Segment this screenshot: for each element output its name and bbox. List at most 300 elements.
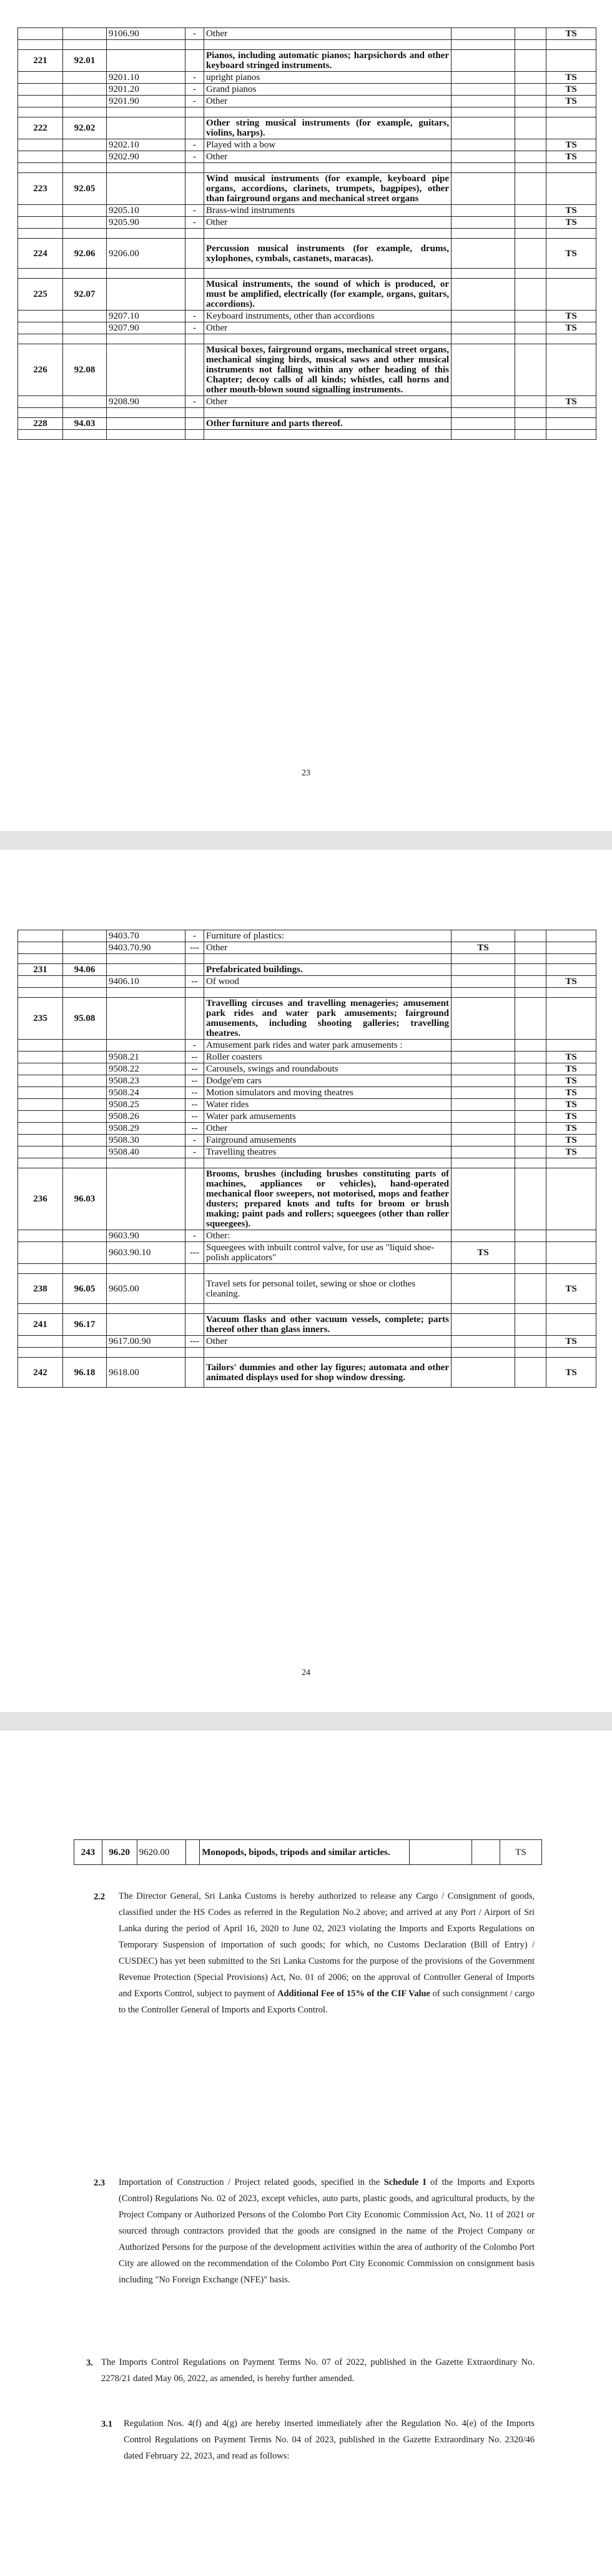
description: Motion simulators and moving theatres bbox=[204, 1087, 452, 1099]
empty-cell bbox=[546, 430, 596, 440]
empty-cell bbox=[452, 1274, 515, 1304]
description: Carousels, swings and roundabouts bbox=[204, 1063, 452, 1075]
empty-cell bbox=[63, 1063, 107, 1075]
empty-cell bbox=[18, 976, 63, 988]
hs-code bbox=[107, 279, 185, 311]
empty-cell bbox=[63, 976, 107, 988]
hs-code: 9508.22 bbox=[107, 1063, 185, 1075]
empty-cell bbox=[452, 279, 515, 311]
spacer-row bbox=[18, 1348, 596, 1358]
ts-flag: TS bbox=[546, 1099, 596, 1111]
subheading-row bbox=[18, 205, 596, 217]
empty-cell bbox=[63, 430, 107, 440]
description: Musical instruments, the sound of which is produced, or must be amplified, electrically (for example, organs, guitars, accordions). bbox=[204, 279, 452, 311]
dash-cell: -- bbox=[185, 1099, 204, 1111]
spacer-row bbox=[18, 430, 596, 440]
subheading-row bbox=[18, 1135, 596, 1146]
dash-cell: - bbox=[185, 1135, 204, 1146]
empty-cell bbox=[515, 1304, 546, 1314]
empty-cell bbox=[452, 430, 515, 440]
empty-cell bbox=[515, 954, 546, 964]
hs-code: 9508.24 bbox=[107, 1087, 185, 1099]
empty-cell bbox=[204, 1158, 452, 1168]
ts-flag-mid bbox=[452, 311, 515, 322]
empty-cell bbox=[18, 139, 63, 151]
empty-cell bbox=[515, 84, 546, 96]
empty-cell bbox=[452, 344, 515, 396]
description: Played with a bow bbox=[204, 139, 452, 151]
dash-cell: - bbox=[185, 84, 204, 96]
hs-code: 9620.00 bbox=[137, 1840, 185, 1865]
empty-cell bbox=[204, 1304, 452, 1314]
empty-cell bbox=[452, 998, 515, 1040]
hs-code bbox=[107, 344, 185, 396]
empty-cell bbox=[452, 1264, 515, 1274]
para-2-2-text: The Director General, Sri Lanka Customs is hereby authorized to release any Cargo / Consignment of goods, classified under the HS Codes as referred in the Regulation No.2 above; and arrived at any Port / Airport of Sri Lanka during the period of April 16, 2020 to June 02, 2023 violating the Imports and Exports Regulations on Temporary Suspension of importation of such goods; for which, no Customs Declaration (Bill of Entry) / CUSDEC) has yet been submitted to the Sri Lanka Customs for the purpose of the provisions of the Government Revenue Protection (Special Provisions) Act, No. 01 of 2006; on the approval of Controller General of Imports and Exports Control, subject to payment of bbox=[119, 1891, 535, 1999]
subheading-row bbox=[18, 311, 596, 322]
empty-cell bbox=[63, 1135, 107, 1146]
dash-cell: --- bbox=[185, 1242, 204, 1264]
heading-row bbox=[18, 239, 596, 269]
empty-cell bbox=[452, 418, 515, 430]
hs-code bbox=[107, 173, 185, 205]
empty-cell bbox=[515, 96, 546, 107]
subheading-row bbox=[18, 217, 596, 229]
ts-flag: TS bbox=[546, 139, 596, 151]
empty-cell bbox=[18, 72, 63, 84]
empty-cell bbox=[185, 269, 204, 279]
heading-row bbox=[18, 1274, 596, 1304]
description: Brooms, brushes (including brushes constituting parts of machines, appliances or vehicles), hand-operated mechanical floor sweepers, not motorised, mops and feather dusters; prepared knots and tufts for broom or brush making; paint pads and rollers; squeegees (other than roller squeegees). bbox=[204, 1168, 452, 1230]
dash-cell bbox=[185, 1314, 204, 1336]
empty-cell bbox=[18, 396, 63, 408]
description: Amusement park rides and water park amusements : bbox=[204, 1040, 452, 1052]
empty-cell bbox=[515, 40, 546, 50]
serial-number: 238 bbox=[18, 1274, 63, 1304]
empty-cell bbox=[18, 1242, 63, 1264]
dash-cell bbox=[185, 173, 204, 205]
description: Water rides bbox=[204, 1099, 452, 1111]
ts-flag-mid bbox=[452, 151, 515, 163]
empty-cell bbox=[515, 334, 546, 344]
serial-number: 222 bbox=[18, 117, 63, 139]
empty-cell bbox=[18, 217, 63, 229]
empty-cell bbox=[452, 239, 515, 269]
ts-flag bbox=[546, 964, 596, 976]
page-number: 23 bbox=[302, 768, 310, 778]
empty-cell bbox=[18, 1230, 63, 1242]
spacer-row bbox=[18, 40, 596, 50]
spacer-row bbox=[18, 163, 596, 173]
empty-cell bbox=[515, 279, 546, 311]
subheading-row bbox=[18, 1052, 596, 1063]
chapter-code: 94.06 bbox=[63, 964, 107, 976]
ts-flag bbox=[546, 1242, 596, 1264]
chapter-code: 96.03 bbox=[63, 1168, 107, 1230]
empty-cell bbox=[515, 1075, 546, 1087]
ts-flag bbox=[546, 173, 596, 205]
empty-cell bbox=[18, 1304, 63, 1314]
empty-cell bbox=[204, 954, 452, 964]
dash-cell: --- bbox=[185, 1336, 204, 1348]
ts-flag-mid bbox=[452, 322, 515, 334]
hs-code: 9205.90 bbox=[107, 217, 185, 229]
ts-flag: TS bbox=[546, 1146, 596, 1158]
serial-number: 231 bbox=[18, 964, 63, 976]
hs-code-table-page-25 bbox=[74, 1839, 542, 1865]
empty-cell bbox=[63, 1304, 107, 1314]
dash-cell: - bbox=[185, 28, 204, 40]
empty-cell bbox=[18, 1111, 63, 1123]
empty-cell bbox=[18, 954, 63, 964]
empty-cell bbox=[515, 72, 546, 84]
empty-cell bbox=[452, 408, 515, 418]
empty-cell bbox=[63, 217, 107, 229]
heading-row bbox=[18, 50, 596, 72]
ts-flag-mid: TS bbox=[452, 942, 515, 954]
empty-cell bbox=[185, 988, 204, 998]
ts-flag: TS bbox=[546, 1087, 596, 1099]
spacer-row bbox=[18, 1304, 596, 1314]
ts-flag-mid bbox=[452, 1087, 515, 1099]
hs-code: 9201.90 bbox=[107, 96, 185, 107]
description: Other bbox=[204, 942, 452, 954]
empty-cell bbox=[452, 988, 515, 998]
empty-cell bbox=[18, 1336, 63, 1348]
empty-cell bbox=[452, 40, 515, 50]
hs-code: 9206.00 bbox=[107, 239, 185, 269]
serial-number: 241 bbox=[18, 1314, 63, 1336]
ts-flag bbox=[546, 942, 596, 954]
hs-code: 9106.90 bbox=[107, 28, 185, 40]
empty-cell bbox=[18, 1052, 63, 1063]
heading-row bbox=[18, 279, 596, 311]
para-3-number: 3. bbox=[86, 2358, 93, 2368]
chapter-code: 96.17 bbox=[63, 1314, 107, 1336]
hs-code: 9403.70.90 bbox=[107, 942, 185, 954]
empty-cell bbox=[18, 430, 63, 440]
dash-cell: - bbox=[185, 396, 204, 408]
page-24 bbox=[0, 850, 612, 1712]
ts-flag bbox=[546, 1040, 596, 1052]
empty-cell bbox=[515, 151, 546, 163]
empty-cell bbox=[107, 40, 185, 50]
dash-cell: - bbox=[185, 205, 204, 217]
description: Percussion musical instruments (for example, drums, xylophones, cymbals, castanets, maracas). bbox=[204, 239, 452, 269]
ts-flag-mid: TS bbox=[452, 1242, 515, 1264]
serial-number: 235 bbox=[18, 998, 63, 1040]
empty-cell bbox=[515, 269, 546, 279]
subheading-row bbox=[18, 151, 596, 163]
empty-cell bbox=[546, 1348, 596, 1358]
dash-cell bbox=[185, 239, 204, 269]
ts-flag bbox=[546, 1230, 596, 1242]
empty-cell bbox=[18, 988, 63, 998]
empty-cell bbox=[452, 1348, 515, 1358]
empty-cell bbox=[18, 1123, 63, 1135]
empty-cell bbox=[515, 117, 546, 139]
ts-flag: TS bbox=[546, 1063, 596, 1075]
empty-cell bbox=[63, 408, 107, 418]
empty-cell bbox=[18, 1099, 63, 1111]
empty-cell bbox=[185, 408, 204, 418]
empty-cell bbox=[515, 1099, 546, 1111]
empty-cell bbox=[515, 1358, 546, 1388]
description: Monopods, bipods, tripods and similar articles. bbox=[200, 1840, 409, 1865]
dash-cell: - bbox=[185, 311, 204, 322]
subheading-row bbox=[18, 1063, 596, 1075]
empty-cell bbox=[18, 1063, 63, 1075]
ts-flag-mid bbox=[452, 1146, 515, 1158]
page-25 bbox=[0, 1731, 612, 2576]
empty-cell bbox=[515, 239, 546, 269]
empty-cell bbox=[515, 1087, 546, 1099]
empty-cell bbox=[63, 954, 107, 964]
empty-cell bbox=[18, 1146, 63, 1158]
empty-cell bbox=[63, 1146, 107, 1158]
empty-cell bbox=[452, 107, 515, 117]
dash-cell: -- bbox=[185, 1123, 204, 1135]
ts-flag-mid bbox=[452, 396, 515, 408]
description: Grand pianos bbox=[204, 84, 452, 96]
empty-cell bbox=[18, 1135, 63, 1146]
hs-code bbox=[107, 418, 185, 430]
ts-flag bbox=[546, 418, 596, 430]
description: Water park amusements bbox=[204, 1111, 452, 1123]
empty-cell bbox=[546, 229, 596, 239]
empty-cell bbox=[63, 107, 107, 117]
hs-code bbox=[107, 1040, 185, 1052]
subheading-row bbox=[18, 1230, 596, 1242]
para-2-3-bold: Schedule I bbox=[383, 2177, 427, 2187]
empty-cell bbox=[18, 84, 63, 96]
empty-cell bbox=[515, 1348, 546, 1358]
spacer-row bbox=[18, 1264, 596, 1274]
description: Other bbox=[204, 322, 452, 334]
ts-flag: TS bbox=[546, 311, 596, 322]
empty-cell bbox=[515, 988, 546, 998]
dash-cell: -- bbox=[185, 1087, 204, 1099]
dash-cell: --- bbox=[185, 942, 204, 954]
empty-cell bbox=[18, 311, 63, 322]
dash-cell bbox=[185, 998, 204, 1040]
empty-cell bbox=[515, 1135, 546, 1146]
empty-cell bbox=[107, 954, 185, 964]
empty-cell bbox=[185, 430, 204, 440]
dash-cell: -- bbox=[185, 1052, 204, 1063]
empty-cell bbox=[185, 334, 204, 344]
hs-code: 9201.20 bbox=[107, 84, 185, 96]
serial-number: 242 bbox=[18, 1358, 63, 1388]
hs-code: 9618.00 bbox=[107, 1358, 185, 1388]
empty-cell bbox=[515, 1111, 546, 1123]
empty-cell bbox=[546, 1304, 596, 1314]
hs-code: 9205.10 bbox=[107, 205, 185, 217]
chapter-code: 92.06 bbox=[63, 239, 107, 269]
empty-cell bbox=[185, 1158, 204, 1168]
hs-code: 9508.21 bbox=[107, 1052, 185, 1063]
description: Keyboard instruments, other than accordions bbox=[204, 311, 452, 322]
hs-code: 9207.10 bbox=[107, 311, 185, 322]
subheading-row bbox=[18, 1146, 596, 1158]
spacer-row bbox=[18, 334, 596, 344]
description: Other string musical instruments (for example, guitars, violins, harps). bbox=[204, 117, 452, 139]
empty-cell bbox=[63, 96, 107, 107]
empty-cell bbox=[515, 1314, 546, 1336]
empty-cell bbox=[515, 217, 546, 229]
hs-code: 9208.90 bbox=[107, 396, 185, 408]
hs-code: 9617.00.90 bbox=[107, 1336, 185, 1348]
description: Other bbox=[204, 1123, 452, 1135]
ts-flag-mid bbox=[452, 1230, 515, 1242]
chapter-code: 95.08 bbox=[63, 998, 107, 1040]
empty-cell bbox=[18, 1087, 63, 1099]
ts-flag bbox=[546, 930, 596, 942]
dash-cell bbox=[185, 1840, 199, 1865]
empty-cell bbox=[452, 334, 515, 344]
empty-cell bbox=[63, 205, 107, 217]
empty-cell bbox=[515, 930, 546, 942]
empty-cell bbox=[63, 311, 107, 322]
dash-cell: - bbox=[185, 1146, 204, 1158]
empty-cell bbox=[107, 1304, 185, 1314]
serial-number: 221 bbox=[18, 50, 63, 72]
dash-cell bbox=[185, 964, 204, 976]
para-2-2-bold: Additional Fee of 15% of the CIF Value bbox=[277, 1989, 430, 1999]
description: Musical boxes, fairground organs, mechanical street organs, mechanical singing birds, musical saws and other musical instruments not falling within any other heading of this Chapter; decoy calls of all kinds; whistles, call horns and other mouth-blown sound signalling instruments. bbox=[204, 344, 452, 396]
chapter-code: 96.05 bbox=[63, 1274, 107, 1304]
empty-cell bbox=[204, 229, 452, 239]
ts-flag: TS bbox=[546, 1123, 596, 1135]
dash-cell: - bbox=[185, 72, 204, 84]
empty-cell bbox=[515, 1242, 546, 1264]
description: Other bbox=[204, 151, 452, 163]
ts-flag: TS bbox=[546, 96, 596, 107]
empty-cell bbox=[546, 269, 596, 279]
empty-cell bbox=[18, 408, 63, 418]
empty-cell bbox=[63, 1052, 107, 1063]
empty-cell bbox=[107, 229, 185, 239]
empty-cell bbox=[63, 72, 107, 84]
ts-flag: TS bbox=[546, 1111, 596, 1123]
empty-cell bbox=[63, 1123, 107, 1135]
description: Squeegees with inbuilt control valve, for use as "liquid shoe-polish applicators" bbox=[204, 1242, 452, 1264]
empty-cell bbox=[18, 107, 63, 117]
ts-flag: TS bbox=[546, 151, 596, 163]
serial-number: 224 bbox=[18, 239, 63, 269]
empty-cell bbox=[63, 1099, 107, 1111]
para-2-2 bbox=[119, 1888, 535, 2018]
description: Brass-wind instruments bbox=[204, 205, 452, 217]
empty-cell bbox=[515, 139, 546, 151]
empty-cell bbox=[515, 311, 546, 322]
empty-cell bbox=[515, 1158, 546, 1168]
description: Other bbox=[204, 396, 452, 408]
heading-row bbox=[18, 1314, 596, 1336]
empty-cell bbox=[63, 334, 107, 344]
description: Pianos, including automatic pianos; harpsichords and other keyboard stringed instruments. bbox=[204, 50, 452, 72]
ts-flag bbox=[546, 998, 596, 1040]
dash-cell: - bbox=[185, 1230, 204, 1242]
hs-code: 9403.70 bbox=[107, 930, 185, 942]
ts-flag-mid bbox=[452, 1336, 515, 1348]
empty-cell bbox=[63, 988, 107, 998]
para-3-1: Regulation Nos. 4(f) and 4(g) are hereby inserted immediately after the Regulation No. 4(e) of the Imports Control Regulations on Payment Terms No. 04 of 2023, published in the Gazette Extraordinary No. 2320/46 dated February 22, 2023, and read as follows: bbox=[124, 2419, 535, 2461]
empty-cell bbox=[546, 334, 596, 344]
empty-cell bbox=[515, 344, 546, 396]
description: Roller coasters bbox=[204, 1052, 452, 1063]
ts-flag: TS bbox=[546, 976, 596, 988]
para-2-3-text-end: of the Imports and Exports (Control) Regulations No. 02 of 2023, except vehicles, auto parts, plastic goods, and agricultural products, by the Project Company or Authorized Persons of the Colombo Port City Economic Commission Act, No. 11 of 2021 or sourced through contractors provided that the goods are consigned in the name of the Project Company or Authorized Persons for the purpose of the development activities within the area of authority of the Colombo Port City are allowed on the recommendation of the Colombo Port City Economic Commission on consignment basis including "No Foreign Exchange (NFE)" basis. bbox=[119, 2177, 535, 2285]
empty-cell bbox=[18, 1158, 63, 1168]
para-2-2-text-end: of such consignment / cargo to the Controller General of Imports and Exports Control. bbox=[119, 1989, 535, 2015]
ts-flag: TS bbox=[546, 28, 596, 40]
hs-code: 9605.00 bbox=[107, 1274, 185, 1304]
heading-row bbox=[18, 1168, 596, 1230]
description: Vacuum flasks and other vacuum vessels, complete; parts thereof other than glass inners. bbox=[204, 1314, 452, 1336]
empty-cell bbox=[452, 117, 515, 139]
empty-cell bbox=[515, 430, 546, 440]
empty-cell bbox=[107, 1158, 185, 1168]
empty-cell bbox=[452, 1168, 515, 1230]
empty-cell bbox=[515, 1146, 546, 1158]
empty-cell bbox=[452, 1158, 515, 1168]
empty-cell bbox=[515, 942, 546, 954]
heading-row bbox=[18, 344, 596, 396]
ts-flag: TS bbox=[546, 84, 596, 96]
empty-cell bbox=[546, 1264, 596, 1274]
empty-cell bbox=[185, 163, 204, 173]
hs-code: 9207.90 bbox=[107, 322, 185, 334]
serial-number: 223 bbox=[18, 173, 63, 205]
empty-cell bbox=[204, 40, 452, 50]
description: Travelling circuses and travelling menageries; amusement park rides and water park amusements; fairground amusements, including shooting galleries; travelling theatres. bbox=[204, 998, 452, 1040]
empty-cell bbox=[185, 1348, 204, 1358]
spacer-row bbox=[18, 269, 596, 279]
heading-row bbox=[18, 964, 596, 976]
empty-cell bbox=[546, 954, 596, 964]
spacer-row bbox=[18, 954, 596, 964]
dash-cell bbox=[185, 1274, 204, 1304]
empty-cell bbox=[452, 163, 515, 173]
empty-cell bbox=[515, 396, 546, 408]
dash-cell: - bbox=[185, 151, 204, 163]
empty-cell bbox=[63, 1230, 107, 1242]
dash-cell: - bbox=[185, 217, 204, 229]
empty-cell bbox=[515, 107, 546, 117]
description: Travel sets for personal toilet, sewing or shoe or clothes cleaning. bbox=[204, 1274, 452, 1304]
hs-code: 9508.30 bbox=[107, 1135, 185, 1146]
empty-cell bbox=[515, 28, 546, 40]
empty-cell bbox=[515, 1264, 546, 1274]
ts-flag-mid bbox=[452, 1111, 515, 1123]
chapter-code: 92.02 bbox=[63, 117, 107, 139]
heading-row bbox=[18, 117, 596, 139]
empty-cell bbox=[63, 40, 107, 50]
empty-cell bbox=[515, 418, 546, 430]
empty-cell bbox=[18, 96, 63, 107]
subheading-row bbox=[18, 1336, 596, 1348]
page-gap bbox=[0, 1712, 612, 1731]
empty-cell bbox=[515, 1274, 546, 1304]
description: upright pianos bbox=[204, 72, 452, 84]
hs-code: 9603.90 bbox=[107, 1230, 185, 1242]
empty-cell bbox=[515, 1336, 546, 1348]
description: Furniture of plastics: bbox=[204, 930, 452, 942]
empty-cell bbox=[515, 998, 546, 1040]
hs-code: 9508.26 bbox=[107, 1111, 185, 1123]
empty-cell bbox=[204, 408, 452, 418]
